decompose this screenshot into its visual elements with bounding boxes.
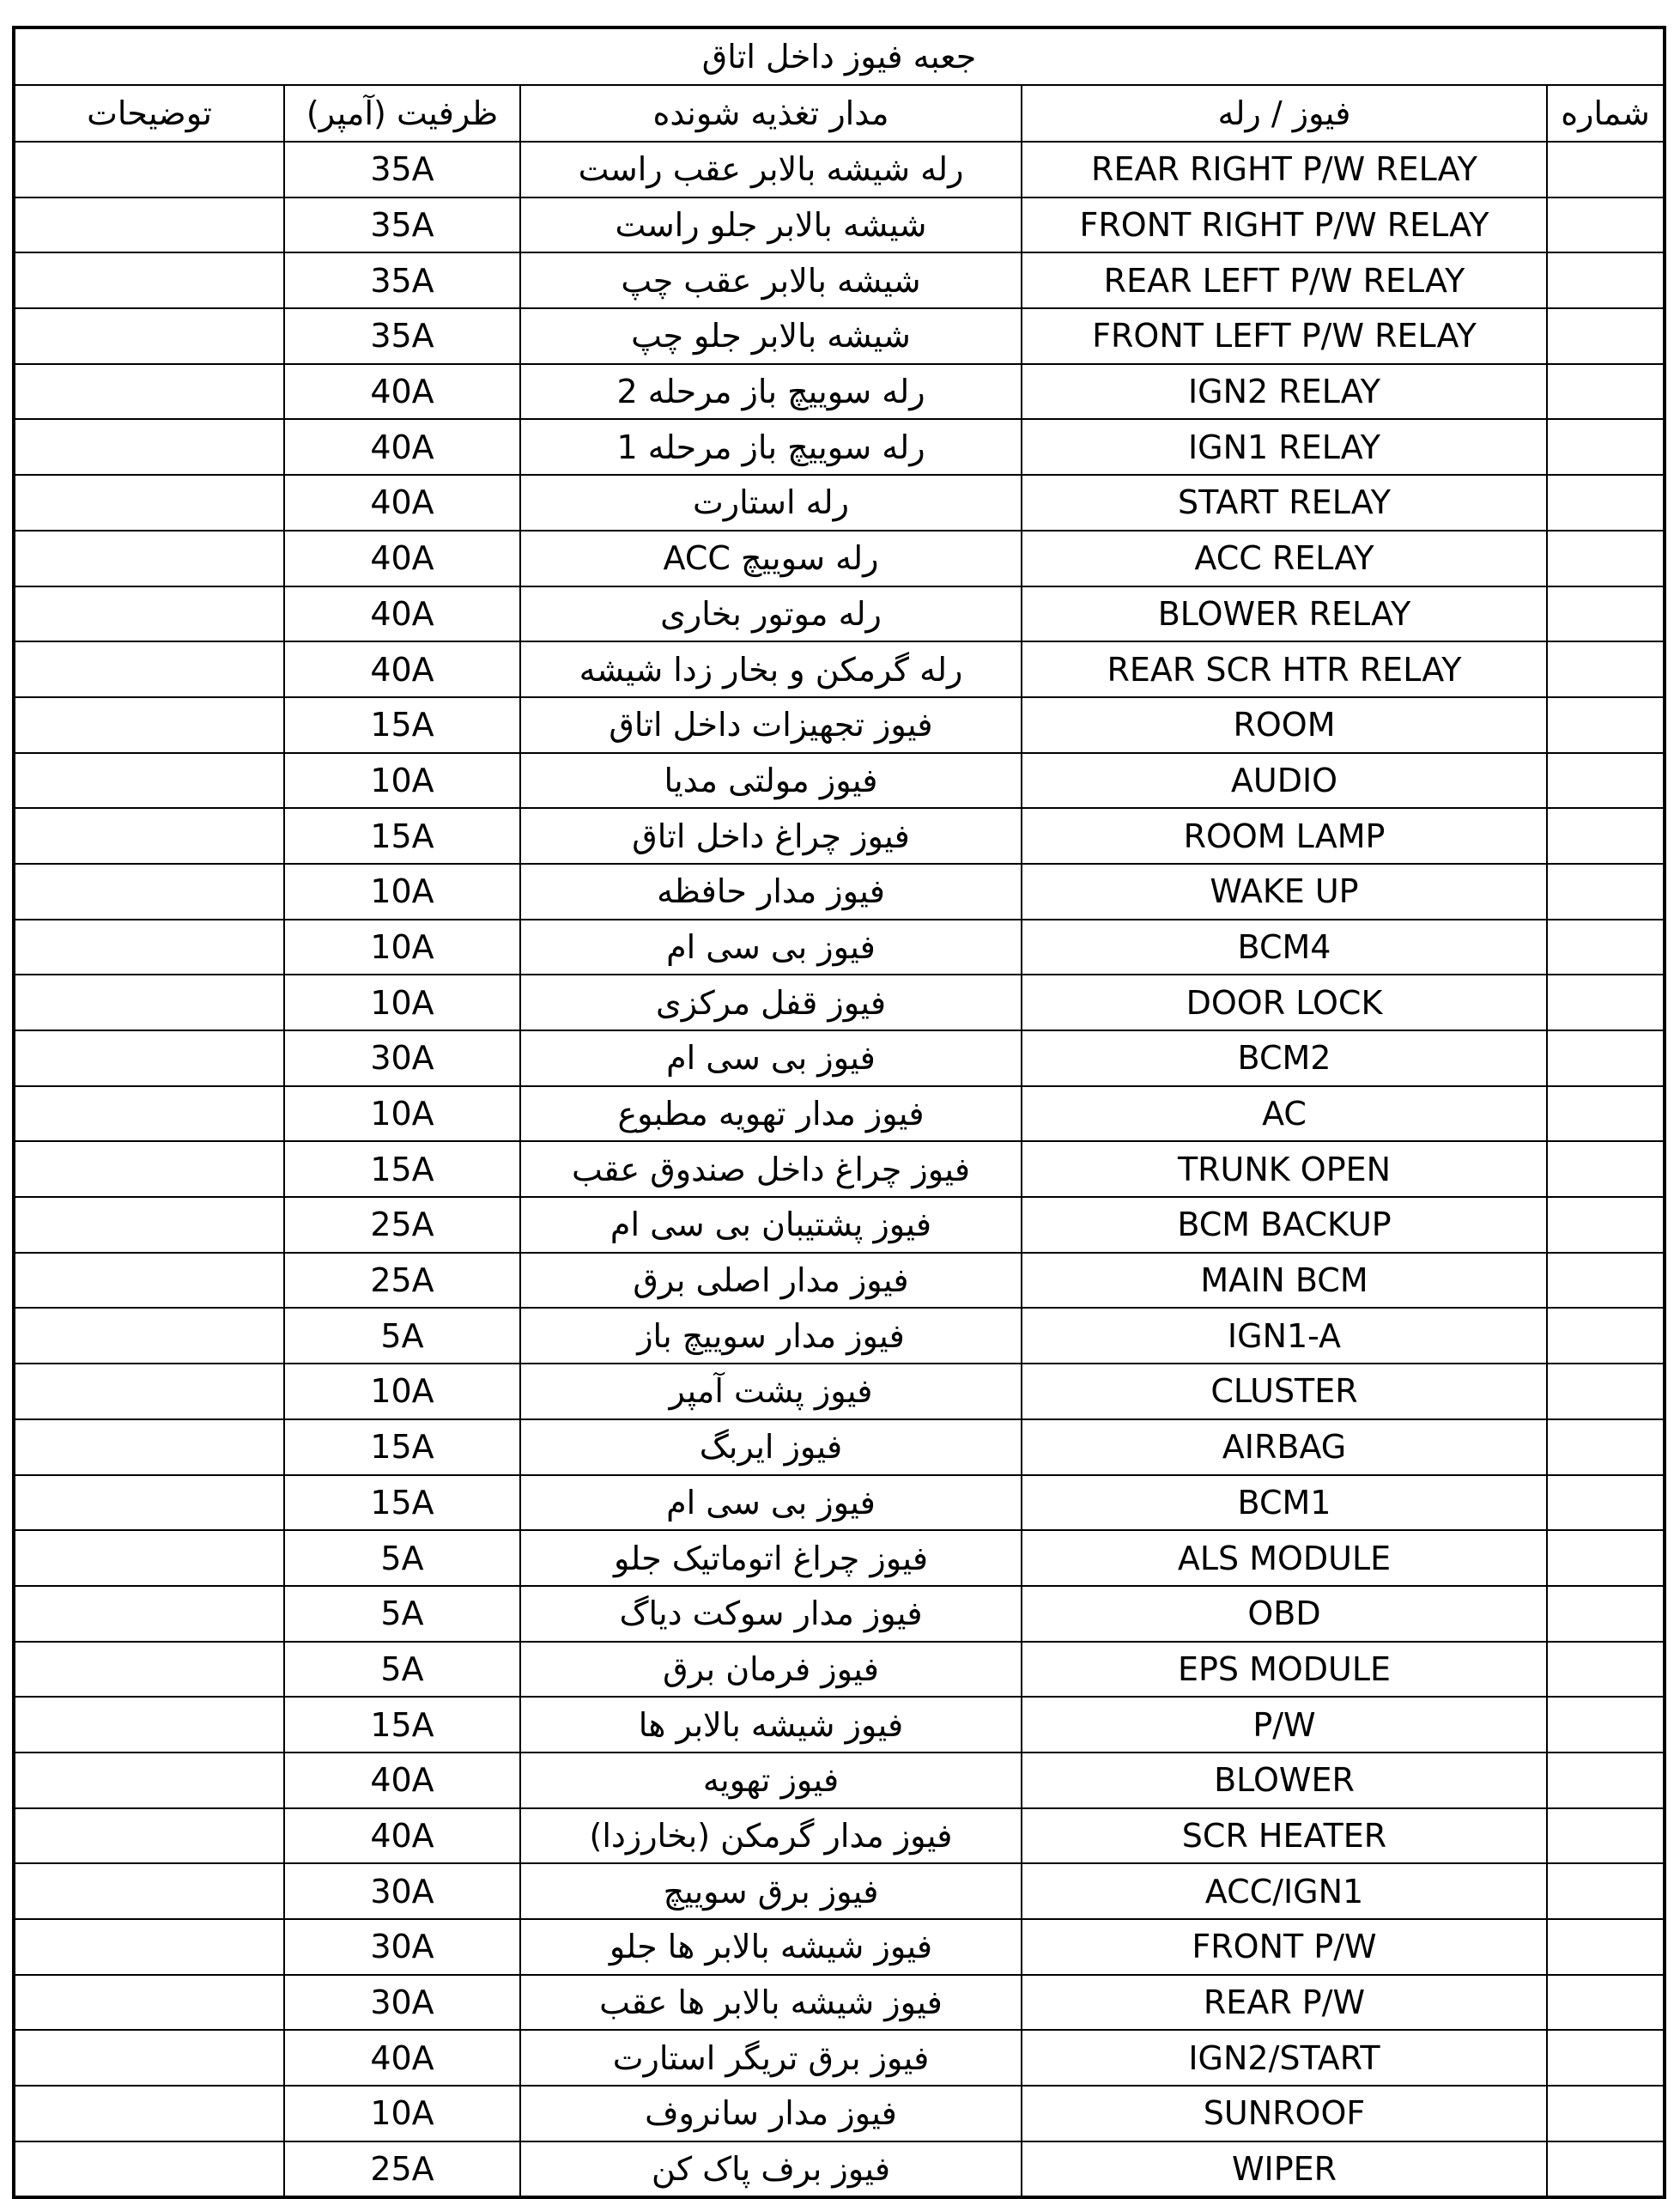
cell-number (1547, 808, 1665, 864)
table-row (14, 920, 1665, 975)
cell-circuit: رله سوییچ باز مرحله 1 (520, 419, 1022, 475)
cell-capacity: 40A (284, 419, 520, 475)
table-row (14, 1863, 1665, 1919)
cell-number (1547, 2030, 1665, 2086)
cell-notes (14, 1419, 284, 1475)
cell-notes (14, 252, 284, 308)
cell-number (1547, 586, 1665, 642)
cell-notes (14, 1808, 284, 1864)
cell-number (1547, 2141, 1665, 2198)
cell-number (1547, 697, 1665, 753)
cell-notes (14, 1475, 284, 1531)
cell-number (1547, 531, 1665, 586)
header-capacity: ظرفیت (آمپر) (284, 85, 520, 142)
cell-notes (14, 531, 284, 586)
cell-fuse: REAR P/W (1022, 1975, 1547, 2031)
cell-number (1547, 419, 1665, 475)
cell-notes (14, 864, 284, 920)
cell-circuit: فیوز شیشه بالابر ها جلو (520, 1919, 1022, 1975)
cell-number (1547, 1586, 1665, 1642)
table-row (14, 864, 1665, 920)
cell-circuit: رله سوییچ باز مرحله 2 (520, 364, 1022, 420)
table-row (14, 1919, 1665, 1975)
cell-fuse: P/W (1022, 1697, 1547, 1753)
table-row (14, 2086, 1665, 2141)
cell-fuse: BLOWER RELAY (1022, 586, 1547, 642)
cell-fuse: BCM4 (1022, 920, 1547, 975)
cell-circuit: شیشه بالابر عقب چپ (520, 252, 1022, 308)
cell-fuse: OBD (1022, 1586, 1547, 1642)
cell-notes (14, 1863, 284, 1919)
table-row (14, 641, 1665, 697)
cell-fuse: AUDIO (1022, 753, 1547, 809)
cell-circuit: فیوز چراغ اتوماتیک جلو (520, 1530, 1022, 1586)
cell-circuit: فیوز مدار حافظه (520, 864, 1022, 920)
cell-circuit: فیوز فرمان برق (520, 1642, 1022, 1698)
table-row (14, 475, 1665, 531)
cell-capacity: 5A (284, 1308, 520, 1364)
cell-number (1547, 920, 1665, 975)
cell-circuit: رله سوییچ ACC (520, 531, 1022, 586)
cell-notes (14, 1586, 284, 1642)
cell-capacity: 35A (284, 252, 520, 308)
cell-number (1547, 1863, 1665, 1919)
cell-capacity: 15A (284, 1419, 520, 1475)
cell-circuit: رله استارت (520, 475, 1022, 531)
cell-circuit: فیوز برف پاک کن (520, 2141, 1022, 2198)
table-row (14, 1086, 1665, 1142)
cell-fuse: ROOM (1022, 697, 1547, 753)
cell-notes (14, 1086, 284, 1142)
cell-fuse: REAR SCR HTR RELAY (1022, 641, 1547, 697)
header-number: شماره (1547, 85, 1665, 142)
table-row (14, 1197, 1665, 1253)
fuse-rows (14, 142, 1665, 2197)
cell-notes (14, 142, 284, 197)
cell-number (1547, 1753, 1665, 1808)
cell-capacity: 15A (284, 1475, 520, 1531)
cell-notes (14, 308, 284, 364)
table-row (14, 1642, 1665, 1698)
cell-circuit: فیوز قفل مرکزی (520, 975, 1022, 1030)
table-row (14, 531, 1665, 586)
cell-notes (14, 641, 284, 697)
cell-number (1547, 1141, 1665, 1197)
cell-capacity: 10A (284, 864, 520, 920)
table-row (14, 1253, 1665, 1309)
table-row (14, 252, 1665, 308)
cell-circuit: فیوز مدار اصلی برق (520, 1253, 1022, 1309)
table-row (14, 1419, 1665, 1475)
cell-circuit: فیوز مدار سانروف (520, 2086, 1022, 2141)
cell-capacity: 10A (284, 753, 520, 809)
cell-notes (14, 808, 284, 864)
table-row (14, 1308, 1665, 1364)
cell-fuse: IGN1-A (1022, 1308, 1547, 1364)
cell-notes (14, 586, 284, 642)
cell-number (1547, 1308, 1665, 1364)
cell-number (1547, 1419, 1665, 1475)
table-row (14, 1697, 1665, 1753)
cell-circuit: فیوز ایربگ (520, 1419, 1022, 1475)
cell-notes (14, 1530, 284, 1586)
cell-notes (14, 1753, 284, 1808)
cell-capacity: 40A (284, 475, 520, 531)
cell-notes (14, 1919, 284, 1975)
cell-capacity: 25A (284, 1253, 520, 1309)
cell-fuse: IGN2 RELAY (1022, 364, 1547, 420)
cell-notes (14, 1253, 284, 1309)
cell-number (1547, 753, 1665, 809)
cell-fuse: ACC/IGN1 (1022, 1863, 1547, 1919)
cell-capacity: 40A (284, 531, 520, 586)
table-row (14, 142, 1665, 197)
cell-circuit: رله گرمکن و بخار زدا شیشه (520, 641, 1022, 697)
cell-circuit: فیوز مدار سوییچ باز (520, 1308, 1022, 1364)
cell-capacity: 30A (284, 1863, 520, 1919)
header-circuit: مدار تغذیه شونده (520, 85, 1022, 142)
table-row (14, 753, 1665, 809)
cell-notes (14, 364, 284, 420)
cell-notes (14, 753, 284, 809)
cell-capacity: 15A (284, 1141, 520, 1197)
table-row (14, 1586, 1665, 1642)
cell-number (1547, 641, 1665, 697)
cell-fuse: ROOM LAMP (1022, 808, 1547, 864)
cell-fuse: TRUNK OPEN (1022, 1141, 1547, 1197)
cell-number (1547, 1253, 1665, 1309)
cell-number (1547, 1530, 1665, 1586)
cell-fuse: FRONT LEFT P/W RELAY (1022, 308, 1547, 364)
cell-capacity: 40A (284, 1808, 520, 1864)
cell-capacity: 15A (284, 1697, 520, 1753)
cell-capacity: 30A (284, 1919, 520, 1975)
cell-number (1547, 142, 1665, 197)
cell-fuse: FRONT RIGHT P/W RELAY (1022, 197, 1547, 253)
table-row (14, 308, 1665, 364)
cell-circuit: فیوز شیشه بالابر ها (520, 1697, 1022, 1753)
cell-number (1547, 364, 1665, 420)
cell-fuse: WAKE UP (1022, 864, 1547, 920)
cell-fuse: BCM BACKUP (1022, 1197, 1547, 1253)
table-row (14, 586, 1665, 642)
cell-circuit: فیوز چراغ داخل صندوق عقب (520, 1141, 1022, 1197)
table-row (14, 1364, 1665, 1419)
header-notes: توضیحات (14, 85, 284, 142)
cell-notes (14, 2030, 284, 2086)
cell-fuse: WIPER (1022, 2141, 1547, 2198)
cell-capacity: 40A (284, 1753, 520, 1808)
cell-circuit: فیوز برق تریگر استارت (520, 2030, 1022, 2086)
cell-capacity: 10A (284, 1364, 520, 1419)
table-row (14, 697, 1665, 753)
cell-circuit: فیوز مدار سوکت دیاگ (520, 1586, 1022, 1642)
cell-fuse: IGN2/START (1022, 2030, 1547, 2086)
cell-notes (14, 1642, 284, 1698)
fuse-table (12, 26, 1666, 2199)
cell-circuit: فیوز شیشه بالابر ها عقب (520, 1975, 1022, 2031)
cell-circuit: فیوز بی سی ام (520, 1030, 1022, 1086)
cell-capacity: 10A (284, 2086, 520, 2141)
table-row (14, 2141, 1665, 2198)
cell-circuit: شیشه بالابر جلو راست (520, 197, 1022, 253)
cell-capacity: 10A (284, 1086, 520, 1142)
cell-notes (14, 975, 284, 1030)
cell-capacity: 35A (284, 142, 520, 197)
cell-circuit: فیوز پشت آمپر (520, 1364, 1022, 1419)
table-row (14, 1808, 1665, 1864)
cell-number (1547, 475, 1665, 531)
cell-capacity: 15A (284, 808, 520, 864)
cell-circuit: فیوز بی سی ام (520, 920, 1022, 975)
cell-fuse: BCM2 (1022, 1030, 1547, 1086)
cell-circuit: فیوز تجهیزات داخل اتاق (520, 697, 1022, 753)
cell-notes (14, 1197, 284, 1253)
cell-circuit: فیوز مولتی مدیا (520, 753, 1022, 809)
cell-capacity: 10A (284, 920, 520, 975)
cell-capacity: 40A (284, 641, 520, 697)
cell-capacity: 40A (284, 364, 520, 420)
cell-notes (14, 419, 284, 475)
cell-capacity: 15A (284, 697, 520, 753)
cell-circuit: رله شیشه بالابر عقب راست (520, 142, 1022, 197)
table-row (14, 1975, 1665, 2031)
cell-notes (14, 1975, 284, 2031)
cell-number (1547, 1975, 1665, 2031)
cell-number (1547, 1475, 1665, 1531)
cell-number (1547, 1086, 1665, 1142)
cell-capacity: 25A (284, 1197, 520, 1253)
table-row (14, 808, 1665, 864)
table-row (14, 1141, 1665, 1197)
cell-circuit: رله موتور بخاری (520, 586, 1022, 642)
table-row (14, 975, 1665, 1030)
cell-capacity: 10A (284, 975, 520, 1030)
header-fuse: فیوز / رله (1022, 85, 1547, 142)
fuse-box-sheet (12, 26, 1663, 2199)
cell-number (1547, 252, 1665, 308)
cell-notes (14, 1141, 284, 1197)
cell-notes (14, 1697, 284, 1753)
cell-capacity: 5A (284, 1530, 520, 1586)
cell-fuse: IGN1 RELAY (1022, 419, 1547, 475)
cell-capacity: 5A (284, 1642, 520, 1698)
cell-circuit: فیوز مدار گرمکن (بخارزدا) (520, 1808, 1022, 1864)
cell-notes (14, 1364, 284, 1419)
cell-circuit: فیوز چراغ داخل اتاق (520, 808, 1022, 864)
cell-notes (14, 2141, 284, 2198)
cell-number (1547, 197, 1665, 253)
cell-capacity: 30A (284, 1975, 520, 2031)
cell-number (1547, 864, 1665, 920)
table-row (14, 1475, 1665, 1531)
cell-fuse: REAR LEFT P/W RELAY (1022, 252, 1547, 308)
cell-fuse: ACC RELAY (1022, 531, 1547, 586)
cell-number (1547, 1642, 1665, 1698)
cell-capacity: 35A (284, 197, 520, 253)
cell-capacity: 5A (284, 1586, 520, 1642)
cell-circuit: فیوز تهویه (520, 1753, 1022, 1808)
cell-fuse: SUNROOF (1022, 2086, 1547, 2141)
cell-fuse: AC (1022, 1086, 1547, 1142)
cell-number (1547, 1197, 1665, 1253)
cell-circuit: شیشه بالابر جلو چپ (520, 308, 1022, 364)
table-row (14, 1753, 1665, 1808)
cell-circuit: فیوز بی سی ام (520, 1475, 1022, 1531)
cell-fuse: EPS MODULE (1022, 1642, 1547, 1698)
table-row (14, 1030, 1665, 1086)
table-row (14, 364, 1665, 420)
cell-fuse: ALS MODULE (1022, 1530, 1547, 1586)
cell-fuse: CLUSTER (1022, 1364, 1547, 1419)
cell-notes (14, 475, 284, 531)
table-row (14, 197, 1665, 253)
cell-notes (14, 197, 284, 253)
cell-fuse: DOOR LOCK (1022, 975, 1547, 1030)
cell-number (1547, 1919, 1665, 1975)
cell-number (1547, 1808, 1665, 1864)
cell-fuse: REAR RIGHT P/W RELAY (1022, 142, 1547, 197)
table-row (14, 2030, 1665, 2086)
cell-notes (14, 1308, 284, 1364)
cell-fuse: SCR HEATER (1022, 1808, 1547, 1864)
cell-fuse: BLOWER (1022, 1753, 1547, 1808)
table-title: جعبه فیوز داخل اتاق (14, 27, 1665, 85)
cell-number (1547, 1364, 1665, 1419)
cell-number (1547, 975, 1665, 1030)
cell-capacity: 40A (284, 2030, 520, 2086)
cell-number (1547, 308, 1665, 364)
cell-fuse: AIRBAG (1022, 1419, 1547, 1475)
table-row (14, 1530, 1665, 1586)
cell-notes (14, 697, 284, 753)
cell-number (1547, 1697, 1665, 1753)
cell-capacity: 40A (284, 586, 520, 642)
cell-notes (14, 920, 284, 975)
cell-circuit: فیوز برق سوییچ (520, 1863, 1022, 1919)
cell-number (1547, 2086, 1665, 2141)
cell-circuit: فیوز پشتیبان بی سی ام (520, 1197, 1022, 1253)
cell-capacity: 30A (284, 1030, 520, 1086)
table-row (14, 419, 1665, 475)
cell-notes (14, 1030, 284, 1086)
cell-fuse: START RELAY (1022, 475, 1547, 531)
cell-fuse: MAIN BCM (1022, 1253, 1547, 1309)
cell-capacity: 35A (284, 308, 520, 364)
cell-circuit: فیوز مدار تهویه مطبوع (520, 1086, 1022, 1142)
cell-number (1547, 1030, 1665, 1086)
cell-capacity: 25A (284, 2141, 520, 2198)
cell-notes (14, 2086, 284, 2141)
cell-fuse: FRONT P/W (1022, 1919, 1547, 1975)
cell-fuse: BCM1 (1022, 1475, 1547, 1531)
